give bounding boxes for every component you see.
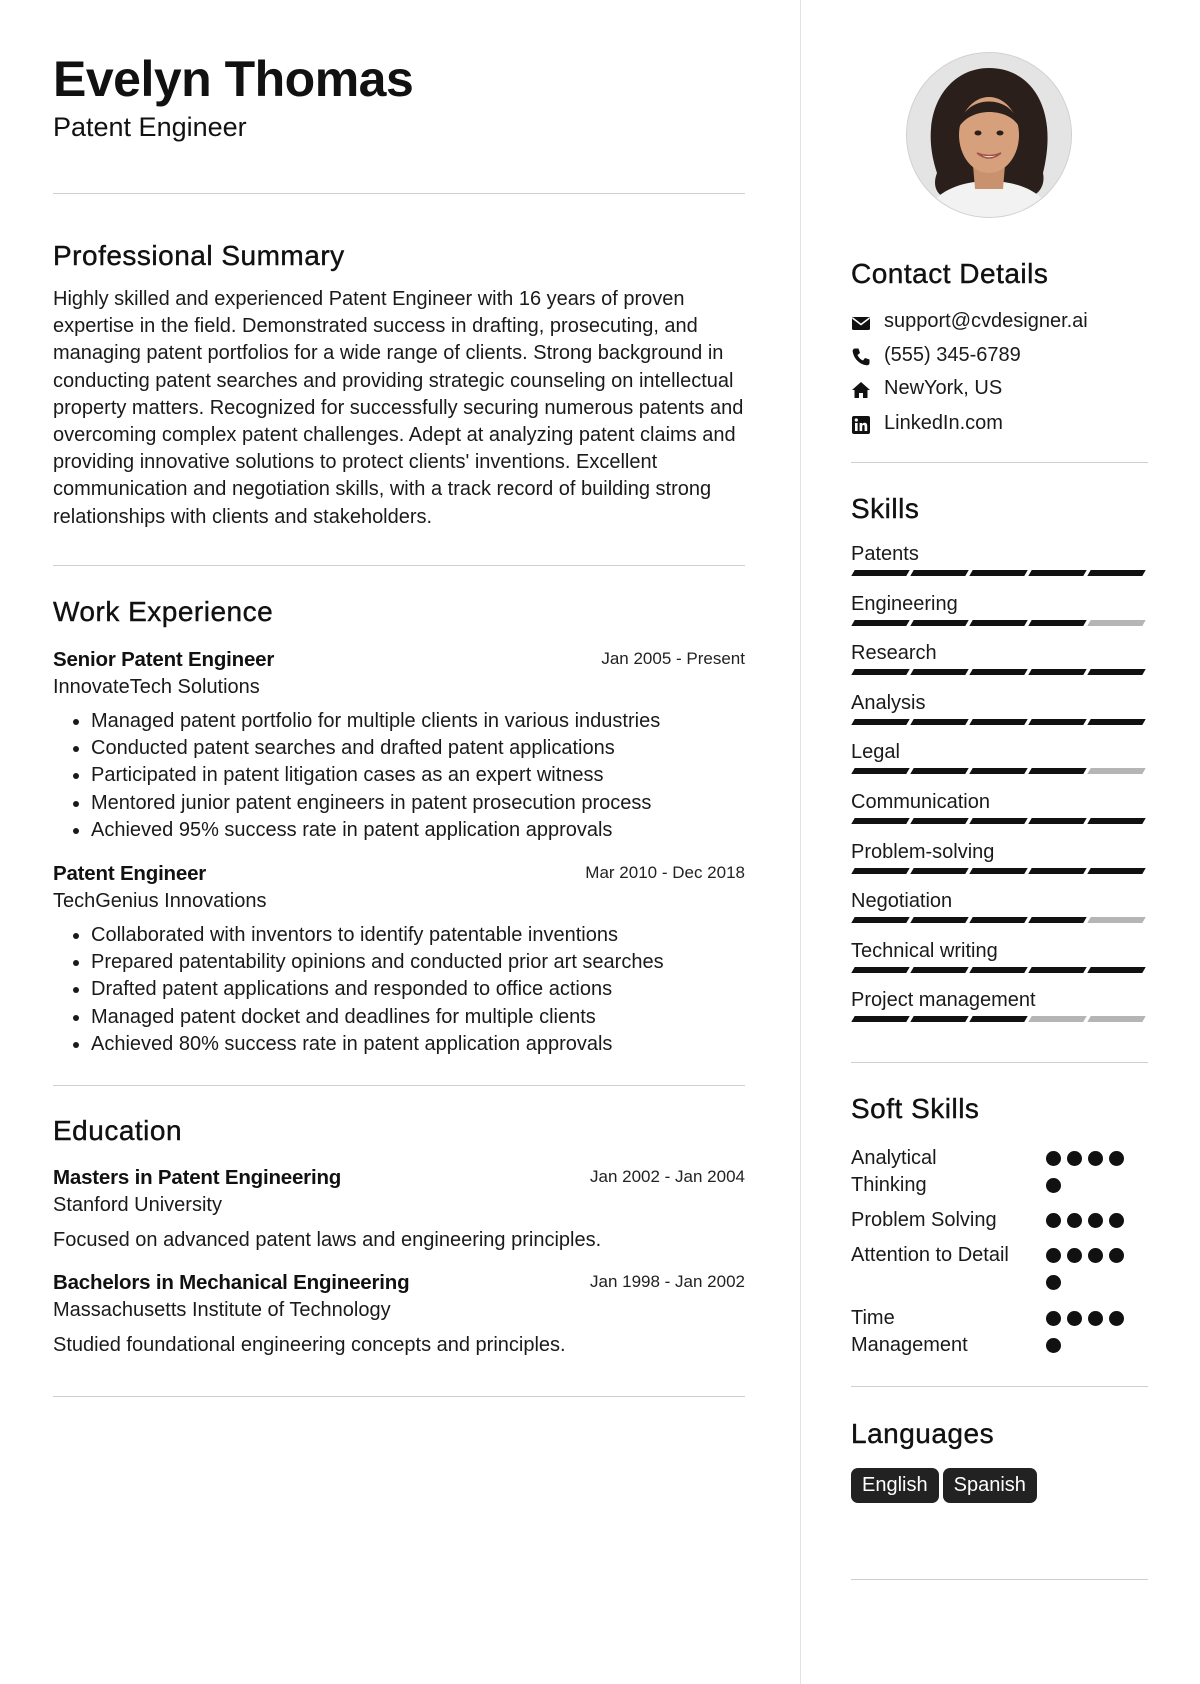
skill-segment-filled — [969, 620, 1027, 626]
contact-location — [851, 375, 1148, 405]
education-dates: Jan 2002 - Jan 2004 — [589, 1167, 745, 1186]
phone-icon — [851, 347, 871, 367]
skill-level-bar — [853, 570, 1148, 580]
skill-label: Problem-solving — [851, 840, 995, 863]
language-pill: Spanish — [943, 1468, 1037, 1503]
skill-segment-filled — [910, 868, 968, 874]
skill-segment-filled — [969, 719, 1027, 725]
rating-dot — [1067, 1311, 1082, 1326]
skill-label: Research — [851, 642, 937, 665]
skill-segment-filled — [1028, 818, 1086, 824]
rating-dot — [1067, 1213, 1082, 1228]
job-dates: Jan 2005 - Present — [601, 649, 745, 668]
contact-text[interactable]: (555) 345-6789 — [884, 344, 1021, 366]
divider — [53, 1396, 745, 1397]
skill-row — [851, 642, 1148, 690]
job-dates: Mar 2010 - Dec 2018 — [585, 863, 745, 882]
soft-skill-label: Analytical Thinking — [851, 1147, 937, 1197]
job-company: InnovateTech Solutions — [53, 676, 260, 698]
rating-dot — [1046, 1248, 1061, 1263]
job-company: TechGenius Innovations — [53, 890, 267, 912]
summary-text: Highly skilled and experienced Patent Engineer with 16 years of proven expertise in the field. Demonstrated success in drafting, prosecuting, and managing patent portfolios for a wide range of clients. Strong background in conducting patent searches and providing strategic counseling on intellectual property matters. Recognized for successfully securing numerous patents and overcoming complex patent challenges. Adept at analyzing patent claims and providing innovative solutions to protect clients' inventions. Excellent communication and negotiation skills, with a track record of building strong relationships with clients and stakeholders. — [53, 288, 744, 528]
skill-segment-filled — [1028, 719, 1086, 725]
education-dates: Jan 1998 - Jan 2002 — [589, 1272, 745, 1291]
skill-segment-filled — [1028, 917, 1086, 923]
divider — [851, 1386, 1148, 1387]
skill-segment-filled — [969, 1016, 1027, 1022]
list-item: • Prepared patentability opinions and conducted prior art searches — [91, 949, 664, 976]
skill-segment-empty — [1087, 917, 1145, 923]
skill-segment-filled — [910, 1016, 968, 1022]
skill-row — [851, 543, 1148, 591]
skill-level-bar — [853, 868, 1148, 878]
job-bullets — [53, 708, 660, 844]
skill-level-bar — [853, 818, 1148, 828]
rating-dot — [1067, 1151, 1082, 1166]
skill-row — [851, 791, 1148, 839]
rating-dot — [1046, 1338, 1061, 1353]
skill-segment-filled — [969, 967, 1027, 973]
skill-segment-filled — [1087, 669, 1145, 675]
languages-heading: Languages — [851, 1418, 995, 1449]
skill-level-bar — [853, 669, 1148, 679]
list-item: • Collaborated with inventors to identify patentable inventions — [91, 922, 664, 949]
divider — [851, 462, 1148, 463]
list-item: • Managed patent docket and deadlines for multiple clients — [91, 1004, 664, 1031]
linkedin-icon — [851, 415, 871, 435]
skill-label: Communication — [851, 791, 990, 813]
skill-level-bar — [853, 917, 1148, 927]
skill-segment-filled — [851, 570, 909, 576]
skill-segment-filled — [1028, 768, 1086, 774]
rating-dot — [1088, 1311, 1103, 1326]
list-item: • Managed patent portfolio for multiple clients in various industries — [91, 708, 660, 735]
skill-segment-filled — [1087, 570, 1145, 576]
skill-label: Analysis — [851, 691, 926, 714]
skill-label: Engineering — [851, 592, 958, 615]
contact-phone — [851, 342, 1148, 372]
divider — [53, 193, 745, 194]
list-item: • Conducted patent searches and drafted patent applications — [91, 735, 660, 762]
divider — [53, 1085, 745, 1086]
education-desc: Focused on advanced patent laws and engineering principles. — [53, 1229, 602, 1251]
envelope-icon — [851, 313, 871, 333]
rating-dot — [1046, 1178, 1061, 1193]
divider — [851, 1579, 1148, 1580]
skill-segment-filled — [851, 1016, 909, 1022]
skill-row — [851, 741, 1148, 789]
skill-row — [851, 890, 1148, 938]
languages-list — [851, 1468, 1041, 1503]
education-heading: Education — [53, 1115, 183, 1146]
skill-level-bar — [853, 768, 1148, 778]
job-role: Senior Patent Engineer — [53, 648, 275, 671]
soft-skill-label: Attention to Detail — [851, 1244, 1009, 1266]
skill-segment-filled — [910, 570, 968, 576]
contact-linkedin — [851, 410, 1148, 440]
skill-segment-filled — [851, 967, 909, 973]
skill-label: Patents — [851, 543, 919, 565]
degree: Bachelors in Mechanical Engineering — [53, 1271, 410, 1294]
list-item: • Achieved 95% success rate in patent application approvals — [91, 817, 660, 844]
skill-segment-empty — [1028, 1016, 1086, 1022]
skill-row — [851, 841, 1148, 889]
rating-dot — [1046, 1311, 1061, 1326]
rating-dot — [1088, 1248, 1103, 1263]
skill-segment-filled — [851, 719, 909, 725]
list-item: • Achieved 80% success rate in patent application approvals — [91, 1031, 664, 1058]
rating-dot — [1088, 1213, 1103, 1228]
soft-skill-label: Time Management — [851, 1307, 968, 1357]
rating-dot — [1067, 1248, 1082, 1263]
skill-segment-filled — [969, 868, 1027, 874]
column-divider — [800, 0, 801, 1684]
rating-dot — [1046, 1275, 1061, 1290]
candidate-name: Evelyn Thomas — [53, 51, 414, 107]
job-bullets — [53, 922, 664, 1058]
divider — [53, 565, 745, 566]
skill-segment-filled — [1087, 967, 1145, 973]
skill-label: Technical writing — [851, 939, 998, 962]
skill-level-bar — [853, 620, 1148, 630]
soft-skills-heading: Soft Skills — [851, 1093, 980, 1124]
skill-segment-filled — [1028, 967, 1086, 973]
skill-label: Negotiation — [851, 890, 953, 913]
rating-dot — [1088, 1151, 1103, 1166]
rating-dot — [1046, 1213, 1061, 1228]
contact-text[interactable]: support@cvdesigner.ai — [884, 310, 1088, 332]
skill-level-bar — [853, 967, 1148, 977]
skill-segment-filled — [910, 719, 968, 725]
skill-label: Legal — [851, 741, 900, 764]
skill-segment-filled — [1087, 818, 1145, 824]
skill-row — [851, 940, 1148, 988]
skill-row — [851, 989, 1148, 1037]
education-desc: Studied foundational engineering concepts and principles. — [53, 1334, 566, 1356]
skill-segment-filled — [969, 768, 1027, 774]
rating-dot — [1046, 1151, 1061, 1166]
skill-level-bar — [853, 1016, 1148, 1026]
skill-segment-empty — [1087, 620, 1145, 626]
skill-segment-filled — [969, 917, 1027, 923]
skill-segment-filled — [910, 669, 968, 675]
rating-dot — [1109, 1311, 1124, 1326]
job-role: Patent Engineer — [53, 862, 207, 885]
experience-heading: Work Experience — [53, 596, 274, 627]
skill-row — [851, 593, 1148, 641]
skill-segment-filled — [851, 768, 909, 774]
skill-segment-filled — [1028, 669, 1086, 675]
skill-level-bar — [853, 719, 1148, 729]
list-item: • Drafted patent applications and responded to office actions — [91, 976, 664, 1003]
skill-segment-filled — [1087, 868, 1145, 874]
soft-skill-label: Problem Solving — [851, 1209, 997, 1231]
degree: Masters in Patent Engineering — [53, 1166, 342, 1189]
skills-heading: Skills — [851, 493, 920, 524]
skill-segment-filled — [910, 917, 968, 923]
skill-segment-filled — [969, 818, 1027, 824]
skill-segment-empty — [1087, 768, 1145, 774]
skill-row — [851, 692, 1148, 740]
skill-segment-filled — [1028, 868, 1086, 874]
list-item: • Mentored junior patent engineers in patent prosecution process — [91, 790, 660, 817]
contact-text: NewYork, US — [884, 377, 1003, 399]
skill-segment-filled — [910, 967, 968, 973]
contact-heading: Contact Details — [851, 258, 1049, 289]
contact-text[interactable]: LinkedIn.com — [884, 412, 1003, 434]
candidate-title: Patent Engineer — [53, 112, 247, 142]
language-pill: English — [851, 1468, 939, 1503]
contact-email — [851, 308, 1148, 338]
skill-segment-filled — [969, 570, 1027, 576]
rating-dot — [1109, 1151, 1124, 1166]
skill-segment-filled — [910, 818, 968, 824]
skill-segment-empty — [1087, 1016, 1145, 1022]
skill-segment-filled — [1087, 719, 1145, 725]
divider — [851, 1062, 1148, 1063]
skill-segment-filled — [851, 620, 909, 626]
rating-dot — [1109, 1248, 1124, 1263]
skill-segment-filled — [851, 917, 909, 923]
summary-heading: Professional Summary — [53, 240, 345, 271]
school: Massachusetts Institute of Technology — [53, 1299, 391, 1321]
skill-segment-filled — [969, 669, 1027, 675]
skill-segment-filled — [1028, 570, 1086, 576]
rating-dot — [1109, 1213, 1124, 1228]
list-item: • Participated in patent litigation cases as an expert witness — [91, 762, 660, 789]
skill-segment-filled — [910, 620, 968, 626]
home-icon — [851, 380, 871, 400]
skill-segment-filled — [910, 768, 968, 774]
skill-segment-filled — [851, 868, 909, 874]
profile-photo — [906, 52, 1072, 218]
skill-segment-filled — [1028, 620, 1086, 626]
skill-segment-filled — [851, 818, 909, 824]
skill-segment-filled — [851, 669, 909, 675]
skill-label: Project management — [851, 989, 1036, 1012]
school: Stanford University — [53, 1194, 222, 1216]
